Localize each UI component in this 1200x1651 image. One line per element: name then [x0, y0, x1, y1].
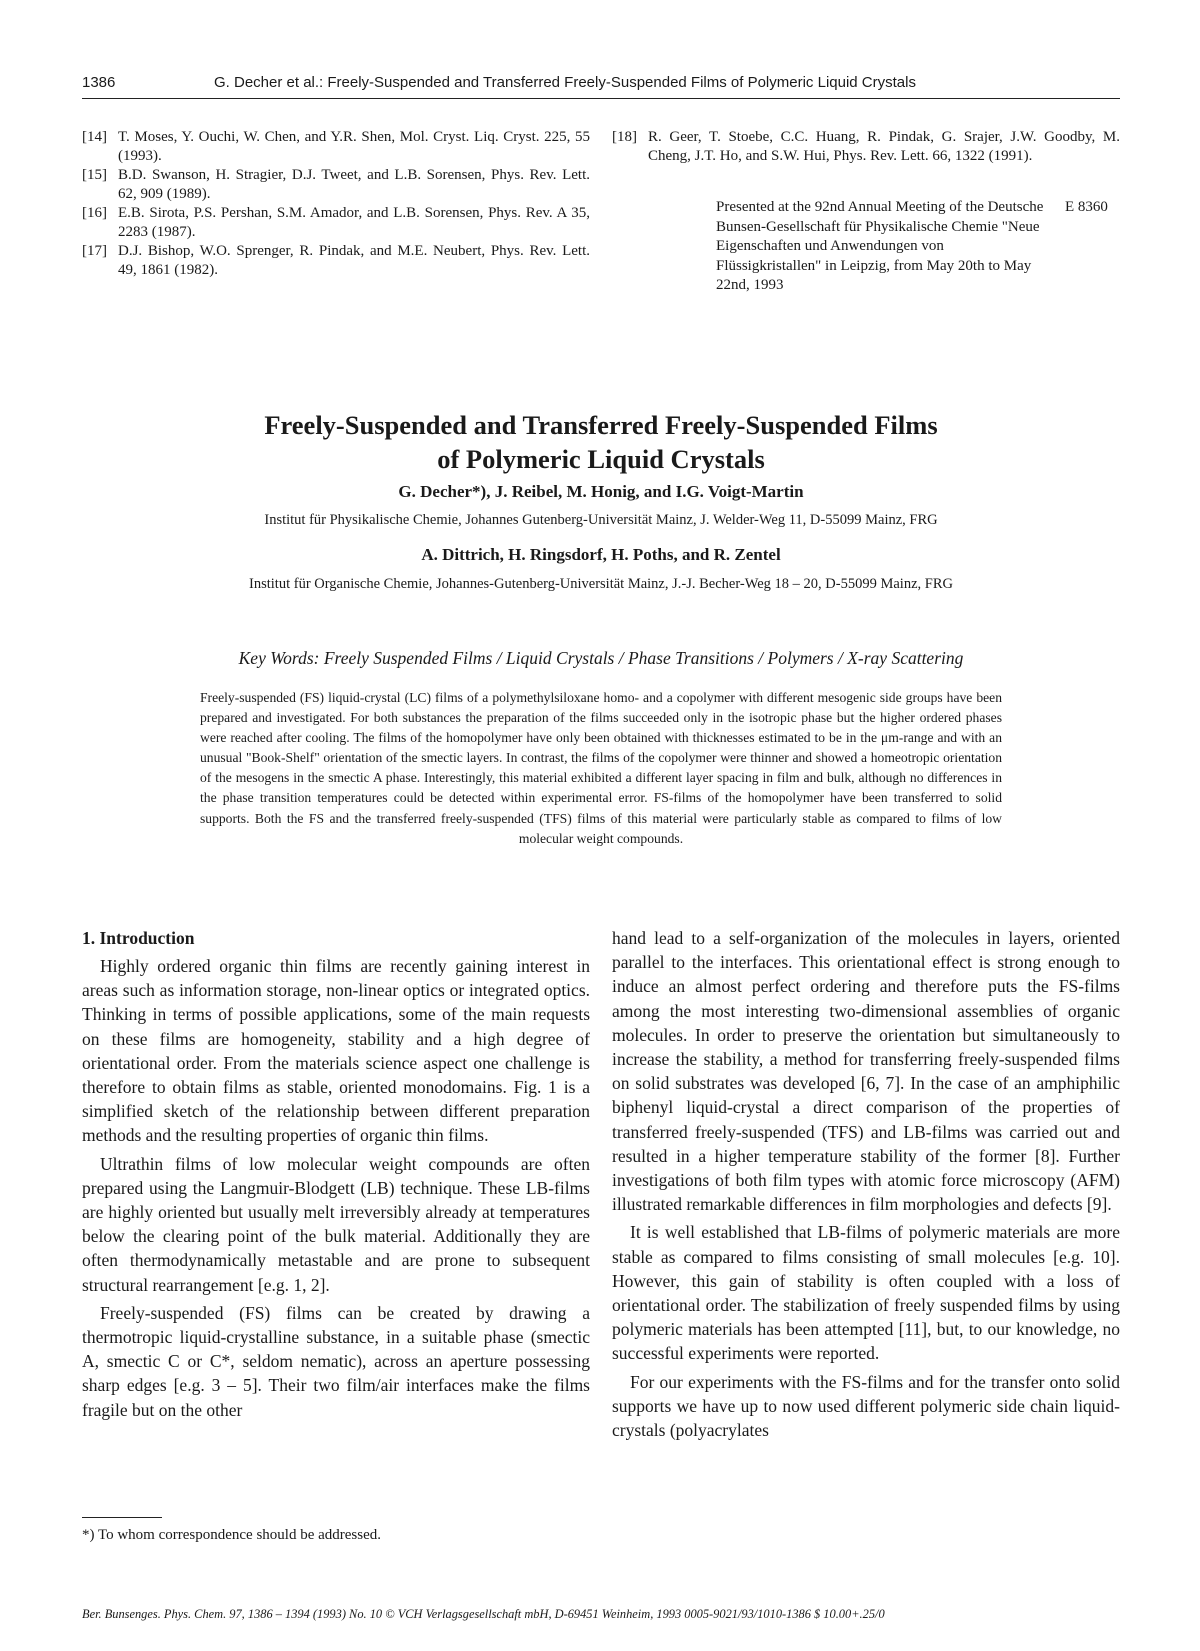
paper-title: [82, 408, 1120, 476]
keywords: Key Words: Freely Suspended Films / Liquid Crystals / Phase Transitions / Polymers / X-ray Scattering: [238, 648, 964, 668]
abstract: Freely-suspended (FS) liquid-crystal (LC) films of a polymethylsiloxane homo- and a copolymer with different mesogenic side groups have been prepared and investigated. For both substances the preparation of the films succeeded only in the isotropic phase but the higher ordered phases were reached after cooling. The films of the homopolymer have only been obtained with thicknesses estimated to be in the μm-range and with an unusual "Book-Shelf" orientation of the smectic layers. In contrast, the films of the copolymer were thinner and showed a homeotropic orientation of the mesogens in the smectic A phase. Interestingly, this material exhibited a different layer spacing in film and bulk, although no differences in the phase transition temperatures could be detected within experimental error. FS-films of the homopolymer have been transferred to solid supports. Both the FS and the transferred freely-suspended (TFS) films of this material were particularly stable as compared to films of low molecular weight compounds.: [200, 690, 1002, 846]
presentation-note: Presented at the 92nd Annual Meeting of the Deutsche Bunsen-Gesellschaft für Physikalische Chemie "Neue Eigenschaften und Anwendungen von Flüssigkristallen" in Leipzig, from May 20th to May 22nd, 1993: [716, 199, 1044, 293]
reference-item: [18] R. Geer, T. Stoebe, C.C. Huang, R. Pindak, G. Srajer, J.W. Goodby, M. Cheng, J.T. Ho, and S.W. Hui, Phys. Rev. Lett. 66, 1322 (1991).: [612, 129, 1120, 164]
reference-item: [16] E.B. Sirota, P.S. Pershan, S.M. Amador, and L.B. Sorensen, Phys. Rev. A 35, 2283 (1987).: [82, 205, 590, 240]
body-column-left: [82, 926, 590, 1426]
manuscript-code: E 8360: [1065, 199, 1108, 215]
section-heading: 1. Introduction: [82, 928, 195, 948]
page-number: 1386: [82, 74, 116, 91]
body-column-right: [612, 926, 1120, 1446]
paragraph: Highly ordered organic thin films are recently gaining interest in areas such as information storage, non-linear optics or integrated optics. Thinking in terms of possible applications, some of the main requests on these films are homogeneity, stability and a high degree of orientational order. From the materials science aspect one challenge is therefore to obtain films as stable, oriented monodomains. Fig. 1 is a simplified sketch of the relationship between different preparation methods and the resulting properties of organic thin films.: [82, 956, 590, 1146]
running-title: G. Decher et al.: Freely-Suspended and Transferred Freely-Suspended Films of Polymeric Liquid Crystals: [214, 74, 916, 91]
reference-item: [14] T. Moses, Y. Ouchi, W. Chen, and Y.R. Shen, Mol. Cryst. Liq. Cryst. 225, 55 (1993).: [82, 129, 590, 164]
author-group-2: A. Dittrich, H. Ringsdorf, H. Poths, and R. Zentel: [421, 545, 781, 564]
paragraph: Ultrathin films of low molecular weight compounds are often prepared using the Langmuir-Blodgett (LB) technique. These LB-films are highly oriented but usually melt irreversibly already at temperatures below the clearing point of the bulk material. Additionally they are often thermodynamically metastable and are prone to subsequent structural rearrangement [e.g. 1, 2].: [82, 1153, 590, 1295]
affiliation-2: Institut für Organische Chemie, Johannes-Gutenberg-Universität Mainz, J.-J. Becher-Weg 18 – 20, D-55099 Mainz, FRG: [249, 576, 953, 592]
paragraph: It is well established that LB-films of polymeric materials are more stable as compared to films consisting of small molecules [e.g. 10]. However, this gain of stability is often coupled with a loss of orientational order. The stabilization of freely suspended films by using polymeric materials has been attempted [11], but, to our knowledge, no successful experiments were reported.: [612, 1222, 1120, 1364]
footnote: *) To whom correspondence should be addressed.: [82, 1527, 382, 1543]
reference-item: [17] D.J. Bishop, W.O. Sprenger, R. Pindak, and M.E. Neubert, Phys. Rev. Lett. 49, 1861 (1982).: [82, 243, 590, 278]
title-line-1: Freely-Suspended and Transferred Freely-Suspended Films: [264, 410, 938, 440]
footnote-rule: [82, 1517, 162, 1518]
paragraph: Freely-suspended (FS) films can be created by drawing a thermotropic liquid-crystalline substance, in a suitable phase (smectic A, smectic C or C*, seldom nematic), across an aperture possessing sharp edges [e.g. 3 – 5]. Their two film/air interfaces make the films fragile but on the other: [82, 1302, 590, 1420]
reference-item: [15] B.D. Swanson, H. Stragier, D.J. Tweet, and L.B. Sorensen, Phys. Rev. Lett. 62, 909 (1989).: [82, 167, 590, 202]
page-footer: Ber. Bunsenges. Phys. Chem. 97, 1386 – 1394 (1993) No. 10 © VCH Verlagsgesellschaft mbH, D-69451 Weinheim, 1993 0005-9021/93/1010-1386 $ 10.00+.25/0: [82, 1607, 885, 1621]
author-group-1: G. Decher*), J. Reibel, M. Honig, and I.G. Voigt-Martin: [398, 482, 804, 501]
paragraph: hand lead to a self-organization of the molecules in layers, oriented parallel to the interfaces. This orientational effect is strong enough to induce an almost perfect ordering and therefore puts the FS-films among the most interesting two-dimensional assemblies of organic molecules. In order to preserve the orientation but simultaneously to increase the stability, a method for transferring freely-suspended films on solid substrates was developed [6, 7]. In the case of an amphiphilic biphenyl liquid-crystal a direct comparison of the properties of transferred freely-suspended (TFS) and LB-films was carried out and resulted in a higher temperature stability of the former [8]. Further investigations of both film types with atomic force microscopy (AFM) illustrated remarkable differences in film morphologies and defects [9].: [612, 928, 1120, 1215]
title-line-2: of Polymeric Liquid Crystals: [437, 444, 765, 474]
running-header: [82, 72, 1120, 99]
reference-list-left: [82, 128, 590, 280]
affiliation-1: Institut für Physikalische Chemie, Johannes Gutenberg-Universität Mainz, J. Welder-Weg 11, D-55099 Mainz, FRG: [264, 512, 938, 528]
paragraph: For our experiments with the FS-films and for the transfer onto solid supports we have up to now used different polymeric side chain liquid-crystals (polyacrylates: [612, 1371, 1120, 1441]
reference-list-right: [612, 128, 1120, 166]
